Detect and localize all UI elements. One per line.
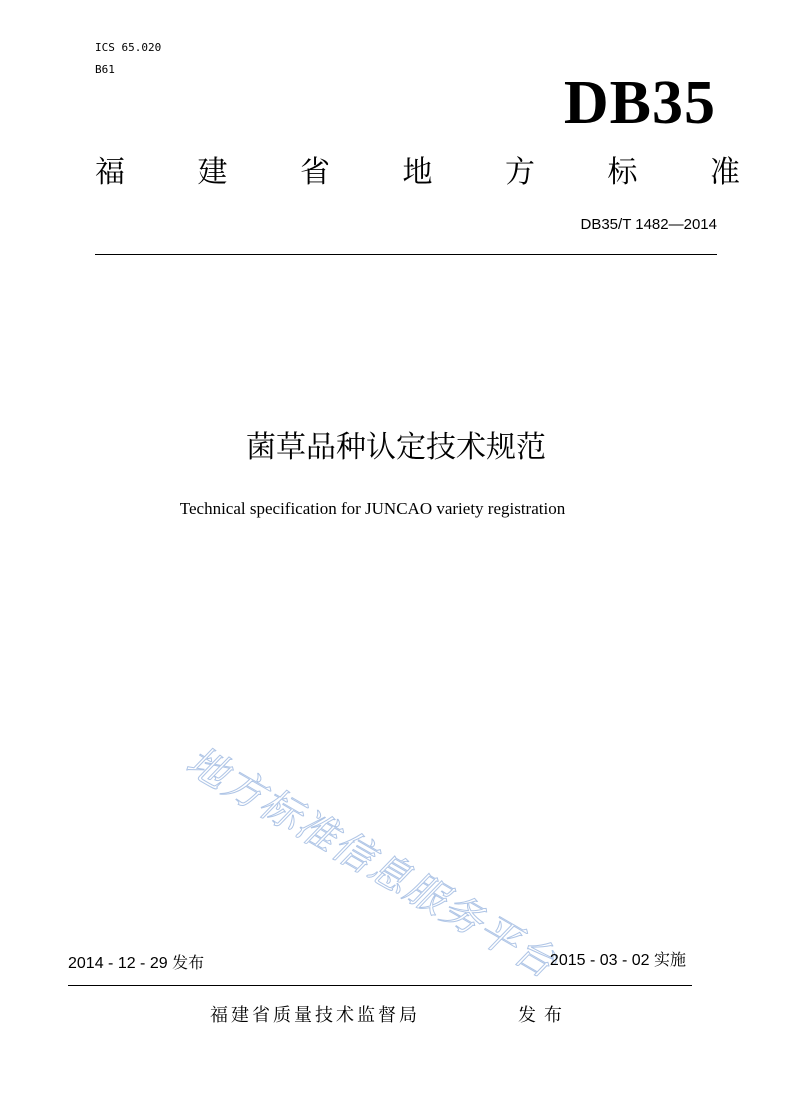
- issue-date: 2014 - 12 - 29 发布: [68, 955, 205, 972]
- footer-divider: [68, 985, 692, 986]
- implementation-date: 2015 - 03 - 02 实施: [549, 952, 686, 969]
- standard-type-char: 省: [300, 155, 330, 190]
- standard-type-heading: [95, 153, 740, 193]
- watermark: 地方标准信息服务平台: [178, 738, 566, 988]
- standard-type-char: 准: [710, 155, 740, 190]
- standard-type-char: 福: [95, 155, 125, 190]
- issue-label: 发布: [518, 1005, 570, 1026]
- standard-type-char: 标: [607, 155, 638, 190]
- issuing-authority: 福建省质量技术监督局: [210, 1005, 420, 1026]
- standard-type-char: 地: [402, 155, 433, 190]
- document-title-chinese: 菌草品种认定技术规范: [246, 430, 546, 465]
- standard-type-char: 建: [197, 155, 228, 190]
- standard-type-char: 方: [505, 155, 535, 190]
- db-logo: DB35: [563, 69, 716, 137]
- header-divider: [95, 254, 717, 255]
- document-title-english: Technical specification for JUNCAO variety registration: [179, 499, 566, 518]
- ccs-code: B61: [95, 63, 115, 76]
- ics-code: ICS 65.020: [95, 41, 162, 54]
- standard-number: DB35/T 1482—2014: [580, 216, 717, 233]
